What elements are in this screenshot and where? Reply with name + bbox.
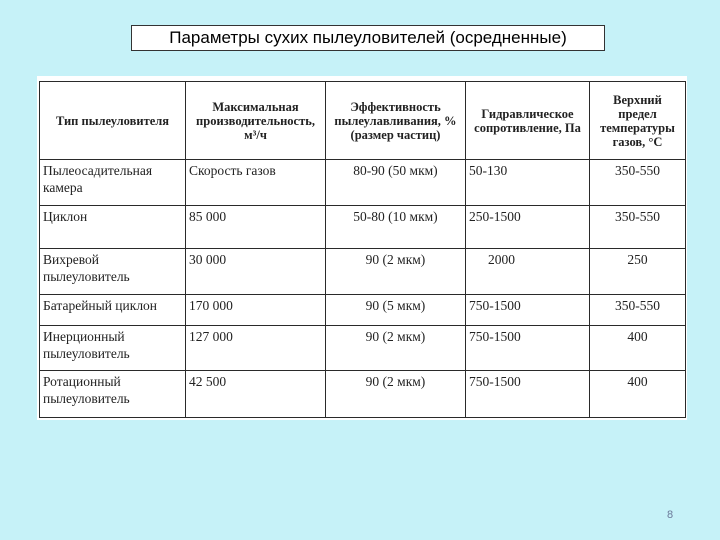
- cell-efficiency: 80-90 (50 мкм): [326, 160, 466, 206]
- cell-capacity: 42 500: [186, 371, 326, 418]
- header-capacity: Максимальная производительность, м³/ч: [186, 82, 326, 160]
- table-row: [40, 295, 686, 326]
- cell-resistance: 750-1500: [466, 326, 590, 371]
- cell-type: Инерционный пылеуловитель: [40, 326, 186, 371]
- cell-capacity: 170 000: [186, 295, 326, 326]
- header-efficiency: Эффективность пылеулавливания, % (размер частиц): [326, 82, 466, 160]
- cell-type: Пылеосадительная камера: [40, 160, 186, 206]
- cell-efficiency: 90 (2 мкм): [326, 249, 466, 295]
- cell-efficiency: 90 (2 мкм): [326, 371, 466, 418]
- table-row: [40, 326, 686, 371]
- cell-temperature: 350-550: [590, 206, 686, 249]
- cell-resistance: 750-1500: [466, 295, 590, 326]
- cell-temperature: 400: [590, 371, 686, 418]
- cell-efficiency: 90 (2 мкм): [326, 326, 466, 371]
- cell-capacity: 127 000: [186, 326, 326, 371]
- table-row: [40, 249, 686, 295]
- cell-capacity: Скорость газов: [186, 160, 326, 206]
- cell-temperature: 250: [590, 249, 686, 295]
- slide-title: Параметры сухих пылеуловителей (осредненные): [131, 25, 605, 51]
- table-row: [40, 206, 686, 249]
- cell-type: Вихревой пылеуловитель: [40, 249, 186, 295]
- table-row: [40, 160, 686, 206]
- cell-capacity: 85 000: [186, 206, 326, 249]
- header-resistance: Гидравлическое сопротивление, Па: [466, 82, 590, 160]
- cell-capacity: 30 000: [186, 249, 326, 295]
- cell-resistance: 250-1500: [466, 206, 590, 249]
- cell-resistance: 50-130: [466, 160, 590, 206]
- cell-resistance: 750-1500: [466, 371, 590, 418]
- header-type: Тип пылеуловителя: [40, 82, 186, 160]
- cell-type: Циклон: [40, 206, 186, 249]
- cell-type: Ротационный пылеуловитель: [40, 371, 186, 418]
- cell-type: Батарейный циклон: [40, 295, 186, 326]
- cell-resistance: 2000: [466, 249, 590, 295]
- table-row: [40, 371, 686, 418]
- cell-temperature: 350-550: [590, 160, 686, 206]
- table-header-row: [40, 82, 686, 160]
- header-temperature: Верхний предел температуры газов, °С: [590, 82, 686, 160]
- page-number: 8: [667, 509, 674, 521]
- dust-collector-table: [39, 81, 686, 418]
- cell-efficiency: 90 (5 мкм): [326, 295, 466, 326]
- table-sheet: [37, 76, 687, 420]
- cell-efficiency: 50-80 (10 мкм): [326, 206, 466, 249]
- cell-temperature: 400: [590, 326, 686, 371]
- cell-temperature: 350-550: [590, 295, 686, 326]
